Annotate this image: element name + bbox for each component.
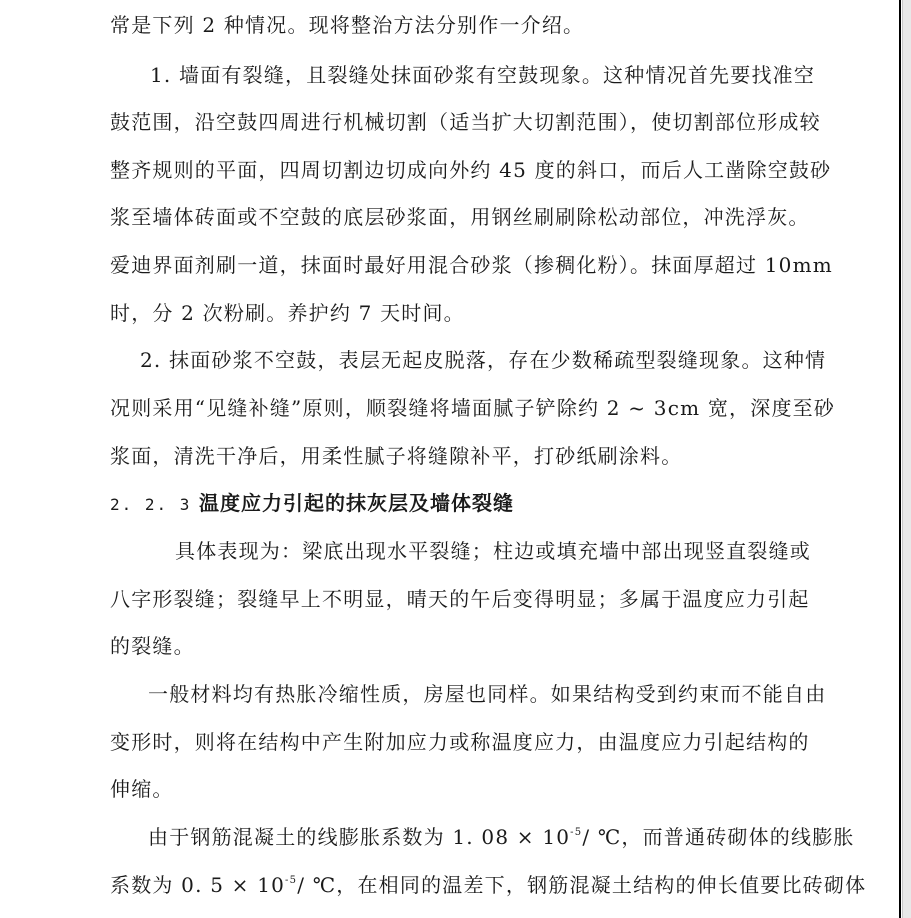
window-edge-scrollbar[interactable]: [902, 0, 911, 918]
section-heading: [110, 489, 514, 517]
text-line: 浆至墙体砖面或不空鼓的底层砂浆面，用钢丝刷刷除松动部位，冲洗浮灰。: [110, 205, 810, 229]
text-line: 浆面，清洗干净后，用柔性腻子将缝隙补平，打砂纸刷涂料。: [110, 444, 683, 468]
text-line: 2. 抹面砂浆不空鼓，表层无起皮脱落，存在少数稀疏型裂缝现象。这种情: [140, 348, 827, 372]
text-line: 常是下列 2 种情况。现将整治方法分别作一介绍。: [110, 13, 585, 37]
text-line: 具体表现为：梁底出现水平裂缝；柱边或填充墙中部出现竖直裂缝或: [175, 539, 811, 563]
text-line: 1. 墙面有裂缝，且裂缝处抹面砂浆有空鼓现象。这种情况首先要找准空: [150, 63, 816, 87]
section-number: 2. 2. 3: [110, 495, 192, 514]
section-title: 温度应力引起的抹灰层及墙体裂缝: [199, 491, 514, 515]
formula-text: 系数为 0. 5 × 10: [110, 873, 286, 897]
exponent: -5: [285, 875, 298, 886]
text-line: 的裂缝。: [110, 634, 195, 658]
text-line: 伸缩。: [110, 777, 174, 801]
formula-text: 由于钢筋混凝土的线膨胀系数为 1. 08 × 10: [148, 825, 571, 849]
text-line: 鼓范围，沿空鼓四周进行机械切割（适当扩大切割范围），使切割部位形成较: [110, 110, 821, 134]
text-line: 况则采用“见缝补缝”原则，顺裂缝将墙面腻子铲除约 2 ~ 3cm 宽，深度至砂: [110, 396, 836, 420]
text-line: 整齐规则的平面，四周切割边切成向外约 45 度的斜口，而后人工凿除空鼓砂: [110, 158, 832, 182]
formula-text: / ℃，而普通砖砌体的线膨胀: [582, 825, 855, 849]
text-line: 爱迪界面剂刷一道，抹面时最好用混合砂浆（掺稠化粉）。抹面厚超过 10mm: [110, 253, 833, 277]
text-line: 时，分 2 次粉刷。养护约 7 天时间。: [110, 301, 465, 325]
text-line: 一般材料均有热胀冷缩性质，房屋也同样。如果结构受到约束而不能自由: [148, 682, 827, 706]
text-line-formula: [148, 823, 855, 851]
exponent: -5: [570, 827, 583, 838]
formula-text: / ℃，在相同的温差下，钢筋混凝土结构的伸长值要比砖砌体: [297, 873, 867, 897]
text-line: 八字形裂缝；裂缝早上不明显，晴天的午后变得明显；多属于温度应力引起: [110, 587, 810, 611]
text-line: 变形时，则将在结构中产生附加应力或称温度应力，由温度应力引起结构的: [110, 730, 810, 754]
text-line-formula: [110, 871, 866, 899]
